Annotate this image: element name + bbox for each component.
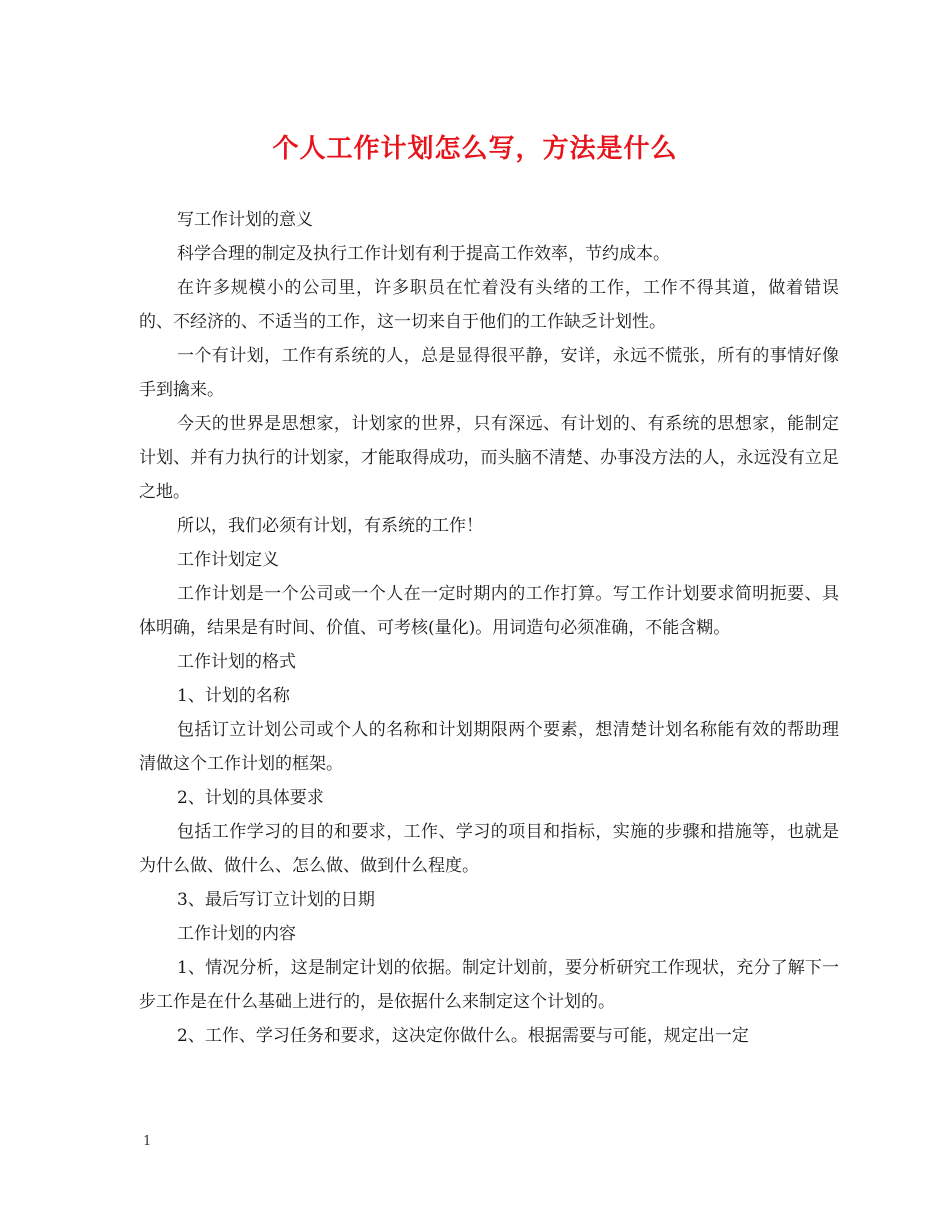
paragraph: 科学合理的制定及执行工作计划有利于提高工作效率，节约成本。 bbox=[177, 244, 670, 264]
list-item: 3、最后写订立计划的日期 bbox=[177, 890, 375, 910]
paragraph: 写工作计划的意义 bbox=[177, 210, 313, 230]
paragraph: 今天的世界是思想家，计划家的世界，只有深远、有计划的、有系统的思想家，能制定计划、并有力执行的计划家，才能取得成功，而头脑不清楚、办事没方法的人，永远没有立足之地。 bbox=[139, 414, 839, 502]
paragraph: 包括订立计划公司或个人的名称和计划期限两个要素，想清楚计划名称能有效的帮助理清做这个工作计划的框架。 bbox=[139, 720, 839, 774]
paragraph: 在许多规模小的公司里，许多职员在忙着没有头绪的工作，工作不得其道，做着错误的、不经济的、不适当的工作，这一切来自于他们的工作缺乏计划性。 bbox=[139, 278, 839, 332]
list-item: 2、工作、学习任务和要求，这决定你做什么。根据需要与可能，规定出一定 bbox=[177, 1026, 749, 1046]
paragraph: 一个有计划，工作有系统的人，总是显得很平静，安详，永远不慌张，所有的事情好像手到擒来。 bbox=[139, 346, 839, 400]
section-heading: 工作计划的内容 bbox=[177, 924, 296, 944]
list-item: 2、计划的具体要求 bbox=[177, 788, 324, 808]
page-number: 1 bbox=[143, 1134, 152, 1149]
page-title: 个人工作计划怎么写，方法是什么 bbox=[272, 134, 678, 164]
document-body bbox=[139, 203, 839, 1053]
section-heading: 工作计划定义 bbox=[177, 550, 279, 570]
paragraph: 包括工作学习的目的和要求，工作、学习的项目和指标，实施的步骤和措施等，也就是为什么做、做什么、怎么做、做到什么程度。 bbox=[139, 822, 839, 876]
paragraph: 工作计划是一个公司或一个人在一定时期内的工作打算。写工作计划要求简明扼要、具体明确，结果是有时间、价值、可考核(量化)。用词造句必须准确，不能含糊。 bbox=[139, 584, 839, 638]
list-item: 1、情况分析，这是制定计划的依据。制定计划前，要分析研究工作现状，充分了解下一步工作是在什么基础上进行的，是依据什么来制定这个计划的。 bbox=[139, 958, 839, 1012]
list-item: 1、计划的名称 bbox=[177, 686, 290, 706]
section-heading: 工作计划的格式 bbox=[177, 652, 296, 672]
paragraph: 所以，我们必须有计划，有系统的工作！ bbox=[177, 516, 483, 536]
